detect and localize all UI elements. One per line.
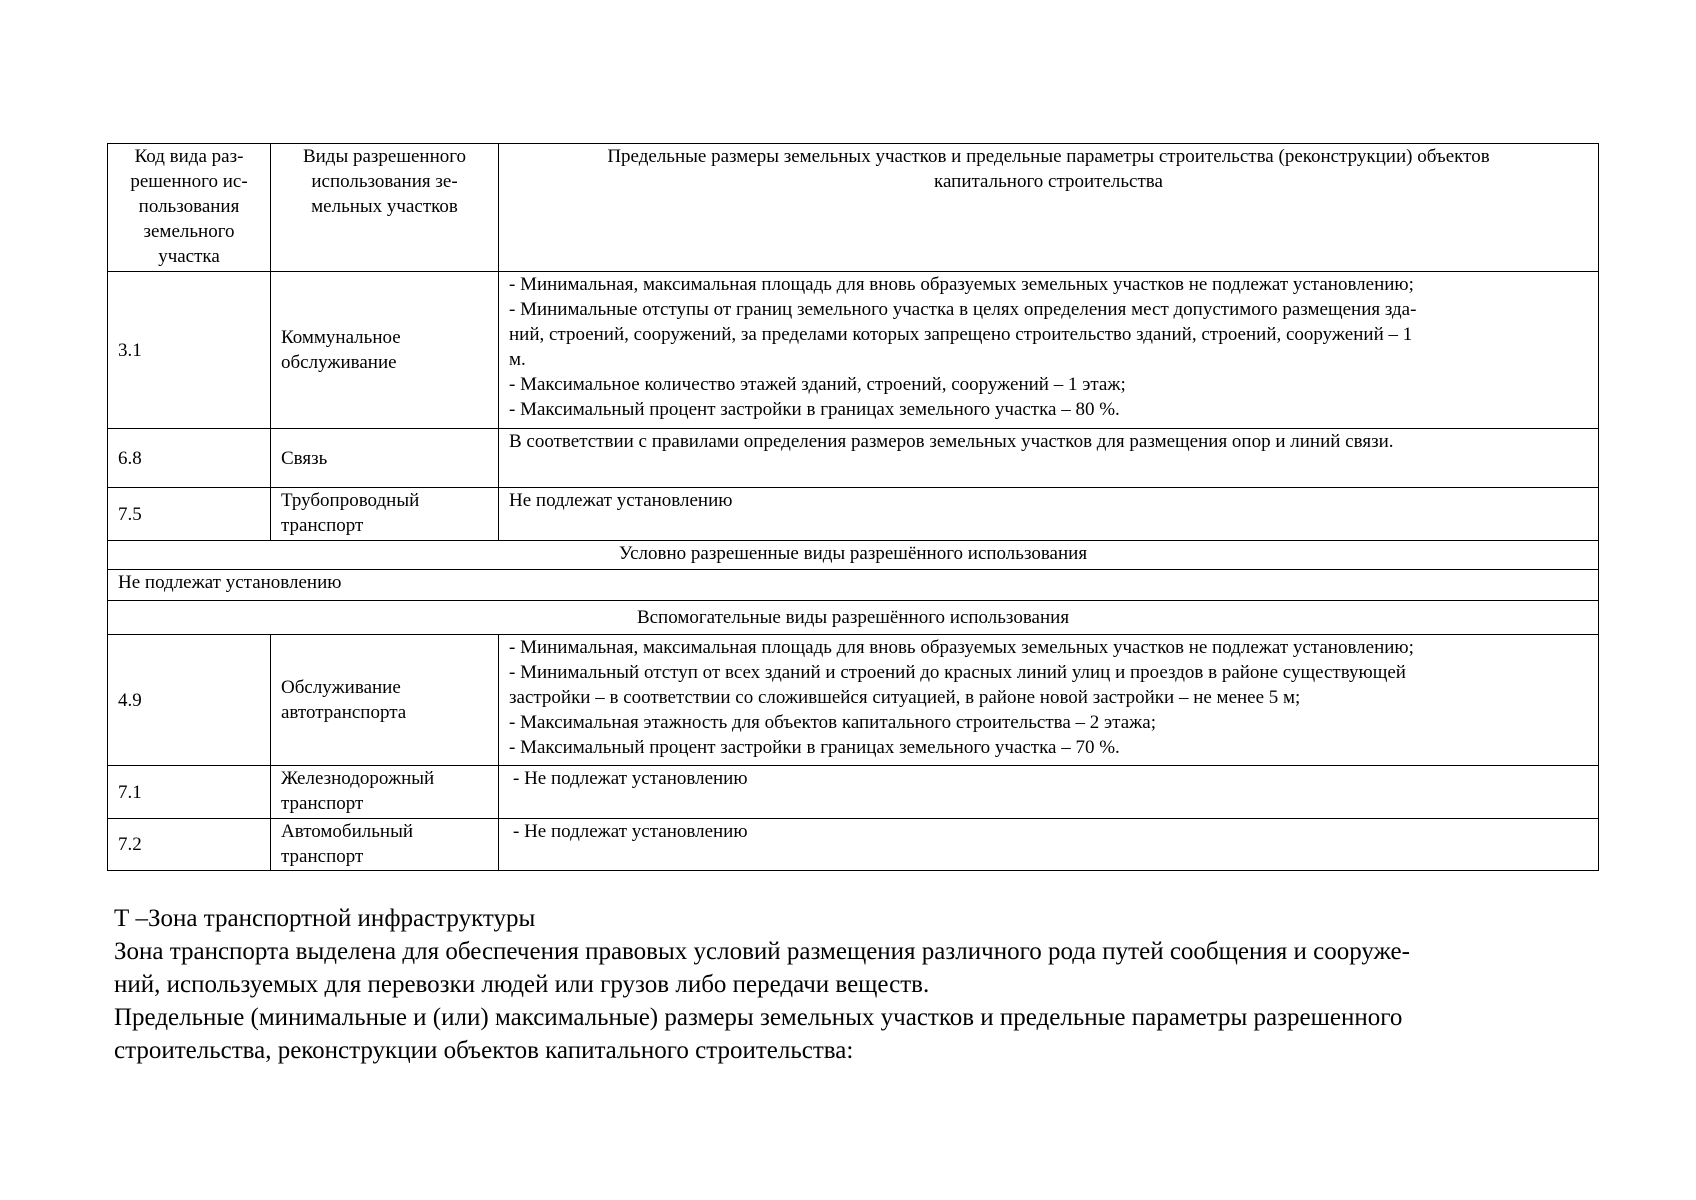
row-kind-line: транспорт: [281, 793, 364, 814]
row-kind: [271, 635, 499, 766]
header-code: [108, 144, 271, 272]
row-params: [499, 819, 1599, 871]
row-params-line: В соответствии с правилами определения размеров земельных участков для размещения опор и линий связи.: [509, 431, 1394, 452]
table-header-row: [108, 144, 1599, 272]
header-code-line: пользования: [138, 196, 240, 217]
zone-description-line: ний, используемых для перевозки людей или грузов либо передачи веществ.: [114, 971, 930, 998]
row-code: 7.1: [108, 766, 271, 819]
zone-limits: [114, 1001, 1598, 1067]
header-params-line: Предельные размеры земельных участков и предельные параметры строительства (реконструкции) объектов: [607, 146, 1490, 167]
zone-limits-line: Предельные (минимальные и (или) максимальные) размеры земельных участков и предельные параметры разрешенного: [114, 1004, 1403, 1031]
row-kind: [271, 766, 499, 819]
row-params: [499, 488, 1599, 541]
header-code-line: участка: [158, 246, 220, 267]
row-kind-line: Связь: [281, 447, 328, 469]
row-kind: [271, 429, 499, 488]
header-code-line: Код вида раз-: [134, 146, 244, 167]
row-params: [499, 272, 1599, 429]
row-params-line: - Максимальный процент застройки в границах земельного участка – 80 %.: [509, 399, 1120, 420]
row-kind: [271, 819, 499, 871]
row-params-line: - Максимальное количество этажей зданий, строений, сооружений – 1 этаж;: [509, 374, 1126, 395]
row-params-line: - Минимальная, максимальная площадь для вновь образуемых земельных участков не подлежат установлению;: [509, 637, 1414, 658]
row-kind-line: Железнодорожный: [281, 768, 435, 789]
section-title-conditional: Условно разрешенные виды разрешённого использования: [108, 541, 1599, 570]
header-kind-line: мельных участков: [311, 196, 458, 217]
section-row-auxiliary: [108, 601, 1599, 635]
land-use-table: [107, 143, 1599, 871]
row-kind-line: автотранспорта: [281, 702, 407, 723]
header-kind-line: Виды разрешенного: [302, 146, 467, 167]
zone-description-line: Зона транспорта выделена для обеспечения правовых условий размещения различного рода путей сообщения и сооруже-: [114, 938, 1410, 965]
row-kind: [271, 488, 499, 541]
table-row: [108, 766, 1599, 819]
row-params-line: - Не подлежат установлению: [513, 768, 748, 789]
row-code: 3.1: [108, 272, 271, 429]
row-params-line: м.: [509, 349, 526, 370]
section-title-auxiliary: Вспомогательные виды разрешённого использования: [108, 601, 1599, 635]
row-params-line: Не подлежат установлению: [509, 490, 733, 511]
table-row: [108, 488, 1599, 541]
row-code: 7.2: [108, 819, 271, 871]
table-row: [108, 819, 1599, 871]
zone-title: Т –Зона транспортной инфраструктуры: [114, 905, 536, 932]
row-params: [499, 635, 1599, 766]
header-params-line: капитального строительства: [934, 171, 1163, 192]
table-row: [108, 429, 1599, 488]
row-params-line: ний, строений, сооружений, за пределами которых запрещено строительство зданий, строений, сооружений – 1: [509, 324, 1413, 345]
row-params-line: - Минимальная, максимальная площадь для вновь образуемых земельных участков не подлежат установлению;: [509, 274, 1414, 295]
zone-description-block: [114, 902, 1598, 1067]
row-kind-line: Обслуживание: [281, 677, 401, 698]
row-params-line: застройки – в соответствии со сложившейся ситуацией, в районе новой застройки – не менее 5 м;: [509, 687, 1301, 708]
row-kind: [271, 272, 499, 429]
row-params-line: - Минимальные отступы от границ земельного участка в целях определения мест допустимого размещения зда-: [509, 299, 1417, 320]
header-code-line: решенного ис-: [130, 171, 248, 192]
row-code: 7.5: [108, 488, 271, 541]
header-kind: [271, 144, 499, 272]
row-kind-line: транспорт: [281, 846, 364, 867]
row-params: [499, 429, 1599, 488]
row-params-line: - Минимальный отступ от всех зданий и строений до красных линий улиц и проездов в районе существующей: [509, 662, 1406, 683]
table-row: [108, 272, 1599, 429]
header-params: [499, 144, 1599, 272]
row-code: 4.9: [108, 635, 271, 766]
table-row: [108, 635, 1599, 766]
header-kind-line: использования зе-: [311, 171, 458, 192]
row-code: 6.8: [108, 429, 271, 488]
conditional-value: Не подлежат установлению: [108, 570, 1599, 601]
zone-limits-line: строительства, реконструкции объектов капитального строительства:: [114, 1037, 854, 1064]
row-params: [499, 766, 1599, 819]
row-kind-line: Трубопроводный: [281, 490, 420, 511]
row-kind-line: транспорт: [281, 515, 364, 536]
row-params-line: - Максимальный процент застройки в границах земельного участка – 70 %.: [509, 737, 1120, 758]
table-row-conditional-value: [108, 570, 1599, 601]
row-kind-line: Автомобильный: [281, 821, 414, 842]
header-code-line: земельного: [143, 221, 235, 242]
row-kind-line: обслуживание: [281, 352, 397, 373]
row-params-line: - Максимальная этажность для объектов капитального строительства – 2 этажа;: [509, 712, 1156, 733]
section-row-conditional: [108, 541, 1599, 570]
row-params-line: - Не подлежат установлению: [513, 821, 748, 842]
zone-description: [114, 935, 1598, 1001]
row-kind-line: Коммунальное: [281, 327, 401, 348]
